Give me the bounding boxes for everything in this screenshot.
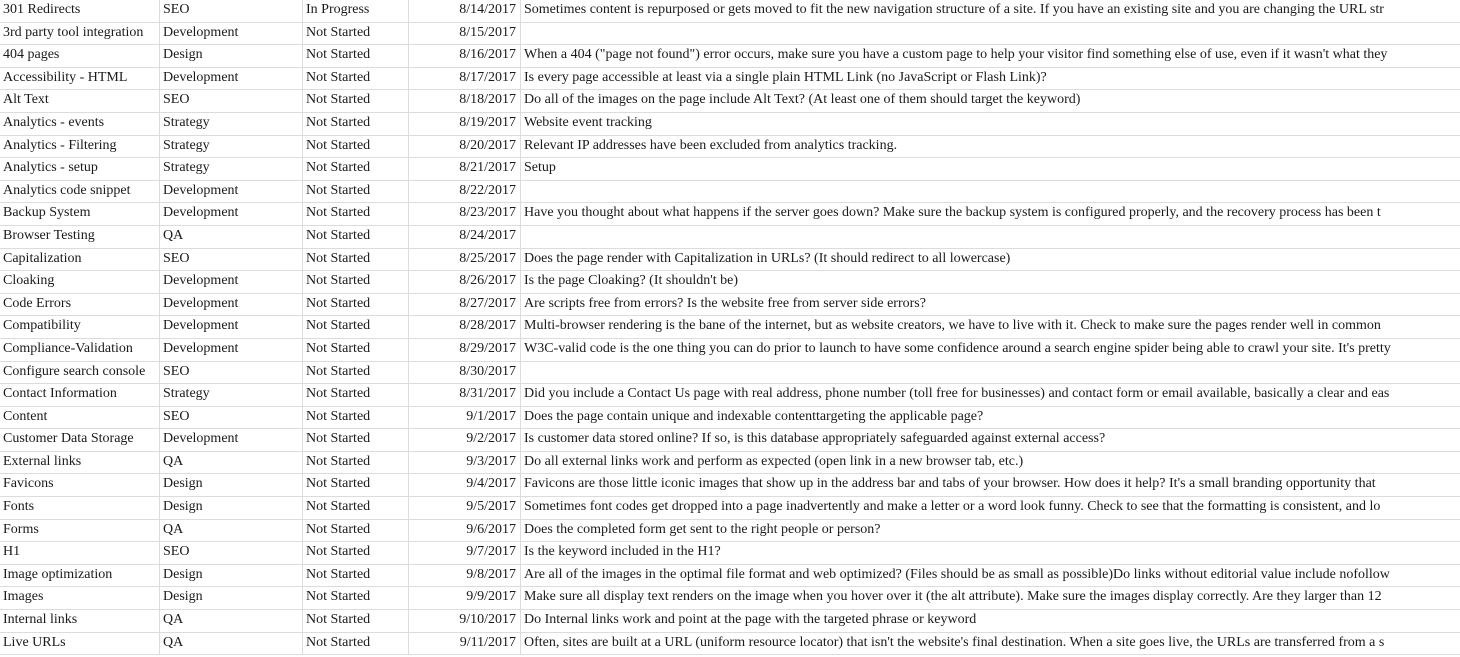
category-cell[interactable]: Strategy: [160, 384, 303, 407]
date-cell[interactable]: 8/19/2017: [409, 113, 521, 136]
task-cell[interactable]: 404 pages: [0, 45, 160, 68]
notes-cell[interactable]: Does the page contain unique and indexable contenttargeting the applicable page?: [521, 407, 1460, 430]
notes-cell[interactable]: Sometimes font codes get dropped into a page inadvertently and make a letter or a word look funny. Check to see that the formatting is consistent, and lo: [521, 497, 1460, 520]
task-cell[interactable]: Analytics - events: [0, 113, 160, 136]
status-cell[interactable]: Not Started: [303, 520, 409, 543]
status-cell[interactable]: Not Started: [303, 181, 409, 204]
notes-cell[interactable]: Multi-browser rendering is the bane of the internet, but as website creators, we have to live with it. Check to make sure the pages render well in common: [521, 316, 1460, 339]
date-cell[interactable]: 8/28/2017: [409, 316, 521, 339]
date-cell[interactable]: 9/9/2017: [409, 587, 521, 610]
date-cell[interactable]: 8/24/2017: [409, 226, 521, 249]
status-cell[interactable]: Not Started: [303, 45, 409, 68]
date-cell[interactable]: 8/30/2017: [409, 362, 521, 385]
task-cell[interactable]: Forms: [0, 520, 160, 543]
task-cell[interactable]: H1: [0, 542, 160, 565]
notes-cell[interactable]: W3C-valid code is the one thing you can do prior to launch to have some confidence around a search engine spider being able to crawl your site. It's pretty: [521, 339, 1460, 362]
notes-cell[interactable]: Is the page Cloaking? (It shouldn't be): [521, 271, 1460, 294]
category-cell[interactable]: Development: [160, 316, 303, 339]
date-cell[interactable]: 9/7/2017: [409, 542, 521, 565]
task-cell[interactable]: Customer Data Storage: [0, 429, 160, 452]
notes-cell[interactable]: Do all of the images on the page include Alt Text? (At least one of them should target the keyword): [521, 90, 1460, 113]
date-cell[interactable]: 8/22/2017: [409, 181, 521, 204]
date-cell[interactable]: 9/2/2017: [409, 429, 521, 452]
task-cell[interactable]: 3rd party tool integration: [0, 23, 160, 46]
category-cell[interactable]: Design: [160, 587, 303, 610]
task-cell[interactable]: Cloaking: [0, 271, 160, 294]
category-cell[interactable]: Development: [160, 68, 303, 91]
category-cell[interactable]: SEO: [160, 0, 303, 23]
status-cell[interactable]: Not Started: [303, 90, 409, 113]
category-cell[interactable]: SEO: [160, 249, 303, 272]
category-cell[interactable]: SEO: [160, 542, 303, 565]
notes-cell[interactable]: Setup: [521, 158, 1460, 181]
notes-cell[interactable]: [521, 23, 1460, 46]
category-cell[interactable]: Strategy: [160, 136, 303, 159]
status-cell[interactable]: Not Started: [303, 497, 409, 520]
task-cell[interactable]: Live URLs: [0, 633, 160, 656]
notes-cell[interactable]: Is every page accessible at least via a single plain HTML Link (no JavaScript or Flash Link)?: [521, 68, 1460, 91]
notes-cell[interactable]: Are scripts free from errors? Is the website free from server side errors?: [521, 294, 1460, 317]
date-cell[interactable]: 8/29/2017: [409, 339, 521, 362]
notes-cell[interactable]: When a 404 ("page not found") error occurs, make sure you have a custom page to help your visitor find something else of use, even if it wasn't what they: [521, 45, 1460, 68]
task-cell[interactable]: 301 Redirects: [0, 0, 160, 23]
task-cell[interactable]: Analytics - Filtering: [0, 136, 160, 159]
status-cell[interactable]: Not Started: [303, 339, 409, 362]
date-cell[interactable]: 8/25/2017: [409, 249, 521, 272]
notes-cell[interactable]: Make sure all display text renders on the image when you hover over it (the alt attribute). Make sure the images display correctly. Are they larger than 12: [521, 587, 1460, 610]
date-cell[interactable]: 8/14/2017: [409, 0, 521, 23]
notes-cell[interactable]: Is the keyword included in the H1?: [521, 542, 1460, 565]
status-cell[interactable]: Not Started: [303, 68, 409, 91]
category-cell[interactable]: QA: [160, 633, 303, 656]
notes-cell[interactable]: [521, 362, 1460, 385]
notes-cell[interactable]: Does the completed form get sent to the right people or person?: [521, 520, 1460, 543]
task-cell[interactable]: Favicons: [0, 474, 160, 497]
notes-cell[interactable]: Favicons are those little iconic images that show up in the address bar and tabs of your browser. How does it help? It's a small branding opportunity that: [521, 474, 1460, 497]
notes-cell[interactable]: Do all external links work and perform as expected (open link in a new browser tab, etc.): [521, 452, 1460, 475]
notes-cell[interactable]: Does the page render with Capitalization in URLs? (It should redirect to all lowercase): [521, 249, 1460, 272]
date-cell[interactable]: 9/3/2017: [409, 452, 521, 475]
task-cell[interactable]: Capitalization: [0, 249, 160, 272]
notes-cell[interactable]: Is customer data stored online? If so, is this database appropriately safeguarded against external access?: [521, 429, 1460, 452]
category-cell[interactable]: SEO: [160, 407, 303, 430]
category-cell[interactable]: Development: [160, 23, 303, 46]
status-cell[interactable]: Not Started: [303, 474, 409, 497]
notes-cell[interactable]: Have you thought about what happens if the server goes down? Make sure the backup system is configured properly, and the recovery process has been t: [521, 203, 1460, 226]
date-cell[interactable]: 8/15/2017: [409, 23, 521, 46]
category-cell[interactable]: SEO: [160, 362, 303, 385]
category-cell[interactable]: SEO: [160, 90, 303, 113]
category-cell[interactable]: Design: [160, 45, 303, 68]
category-cell[interactable]: Development: [160, 181, 303, 204]
category-cell[interactable]: Development: [160, 271, 303, 294]
task-cell[interactable]: Accessibility - HTML: [0, 68, 160, 91]
status-cell[interactable]: Not Started: [303, 203, 409, 226]
date-cell[interactable]: 8/27/2017: [409, 294, 521, 317]
date-cell[interactable]: 9/6/2017: [409, 520, 521, 543]
task-cell[interactable]: Fonts: [0, 497, 160, 520]
task-cell[interactable]: Configure search console: [0, 362, 160, 385]
notes-cell[interactable]: [521, 181, 1460, 204]
status-cell[interactable]: Not Started: [303, 226, 409, 249]
category-cell[interactable]: Design: [160, 474, 303, 497]
notes-cell[interactable]: Website event tracking: [521, 113, 1460, 136]
notes-cell[interactable]: Often, sites are built at a URL (uniform resource locator) that isn't the website's final destination. When a site goes live, the URLs are transferred from a s: [521, 633, 1460, 656]
category-cell[interactable]: Design: [160, 565, 303, 588]
status-cell[interactable]: Not Started: [303, 429, 409, 452]
status-cell[interactable]: Not Started: [303, 23, 409, 46]
status-cell[interactable]: Not Started: [303, 633, 409, 656]
status-cell[interactable]: Not Started: [303, 610, 409, 633]
notes-cell[interactable]: Did you include a Contact Us page with real address, phone number (toll free for businesses) and contact form or email available, basically a clear and eas: [521, 384, 1460, 407]
notes-cell[interactable]: Relevant IP addresses have been excluded from analytics tracking.: [521, 136, 1460, 159]
date-cell[interactable]: 9/10/2017: [409, 610, 521, 633]
status-cell[interactable]: Not Started: [303, 452, 409, 475]
date-cell[interactable]: 9/11/2017: [409, 633, 521, 656]
category-cell[interactable]: QA: [160, 610, 303, 633]
notes-cell[interactable]: [521, 226, 1460, 249]
date-cell[interactable]: 8/23/2017: [409, 203, 521, 226]
date-cell[interactable]: 9/5/2017: [409, 497, 521, 520]
category-cell[interactable]: Development: [160, 203, 303, 226]
notes-cell[interactable]: Are all of the images in the optimal file format and web optimized? (Files should be as small as possible)Do links without editorial value include nofollow: [521, 565, 1460, 588]
category-cell[interactable]: Development: [160, 294, 303, 317]
status-cell[interactable]: In Progress: [303, 0, 409, 23]
status-cell[interactable]: Not Started: [303, 542, 409, 565]
date-cell[interactable]: 8/20/2017: [409, 136, 521, 159]
date-cell[interactable]: 8/18/2017: [409, 90, 521, 113]
date-cell[interactable]: 8/17/2017: [409, 68, 521, 91]
status-cell[interactable]: Not Started: [303, 384, 409, 407]
status-cell[interactable]: Not Started: [303, 136, 409, 159]
date-cell[interactable]: 9/8/2017: [409, 565, 521, 588]
status-cell[interactable]: Not Started: [303, 362, 409, 385]
category-cell[interactable]: QA: [160, 452, 303, 475]
date-cell[interactable]: 9/1/2017: [409, 407, 521, 430]
task-cell[interactable]: Browser Testing: [0, 226, 160, 249]
status-cell[interactable]: Not Started: [303, 249, 409, 272]
status-cell[interactable]: Not Started: [303, 158, 409, 181]
category-cell[interactable]: QA: [160, 520, 303, 543]
status-cell[interactable]: Not Started: [303, 316, 409, 339]
status-cell[interactable]: Not Started: [303, 565, 409, 588]
category-cell[interactable]: Development: [160, 339, 303, 362]
status-cell[interactable]: Not Started: [303, 113, 409, 136]
notes-cell[interactable]: Sometimes content is repurposed or gets moved to fit the new navigation structure of a site. If you have an existing site and you are changing the URL str: [521, 0, 1460, 23]
task-cell[interactable]: Analytics code snippet: [0, 181, 160, 204]
task-cell[interactable]: Compliance-Validation: [0, 339, 160, 362]
date-cell[interactable]: 8/16/2017: [409, 45, 521, 68]
category-cell[interactable]: QA: [160, 226, 303, 249]
task-cell[interactable]: Backup System: [0, 203, 160, 226]
status-cell[interactable]: Not Started: [303, 587, 409, 610]
category-cell[interactable]: Strategy: [160, 113, 303, 136]
status-cell[interactable]: Not Started: [303, 294, 409, 317]
date-cell[interactable]: 8/26/2017: [409, 271, 521, 294]
task-cell[interactable]: Internal links: [0, 610, 160, 633]
task-cell[interactable]: Contact Information: [0, 384, 160, 407]
task-cell[interactable]: Code Errors: [0, 294, 160, 317]
task-cell[interactable]: Image optimization: [0, 565, 160, 588]
notes-cell[interactable]: Do Internal links work and point at the page with the targeted phrase or keyword: [521, 610, 1460, 633]
task-cell[interactable]: Images: [0, 587, 160, 610]
category-cell[interactable]: Design: [160, 497, 303, 520]
task-cell[interactable]: External links: [0, 452, 160, 475]
task-cell[interactable]: Compatibility: [0, 316, 160, 339]
task-cell[interactable]: Alt Text: [0, 90, 160, 113]
date-cell[interactable]: 8/21/2017: [409, 158, 521, 181]
status-cell[interactable]: Not Started: [303, 271, 409, 294]
task-cell[interactable]: Analytics - setup: [0, 158, 160, 181]
date-cell[interactable]: 8/31/2017: [409, 384, 521, 407]
category-cell[interactable]: Development: [160, 429, 303, 452]
date-cell[interactable]: 9/4/2017: [409, 474, 521, 497]
status-cell[interactable]: Not Started: [303, 407, 409, 430]
category-cell[interactable]: Strategy: [160, 158, 303, 181]
task-cell[interactable]: Content: [0, 407, 160, 430]
